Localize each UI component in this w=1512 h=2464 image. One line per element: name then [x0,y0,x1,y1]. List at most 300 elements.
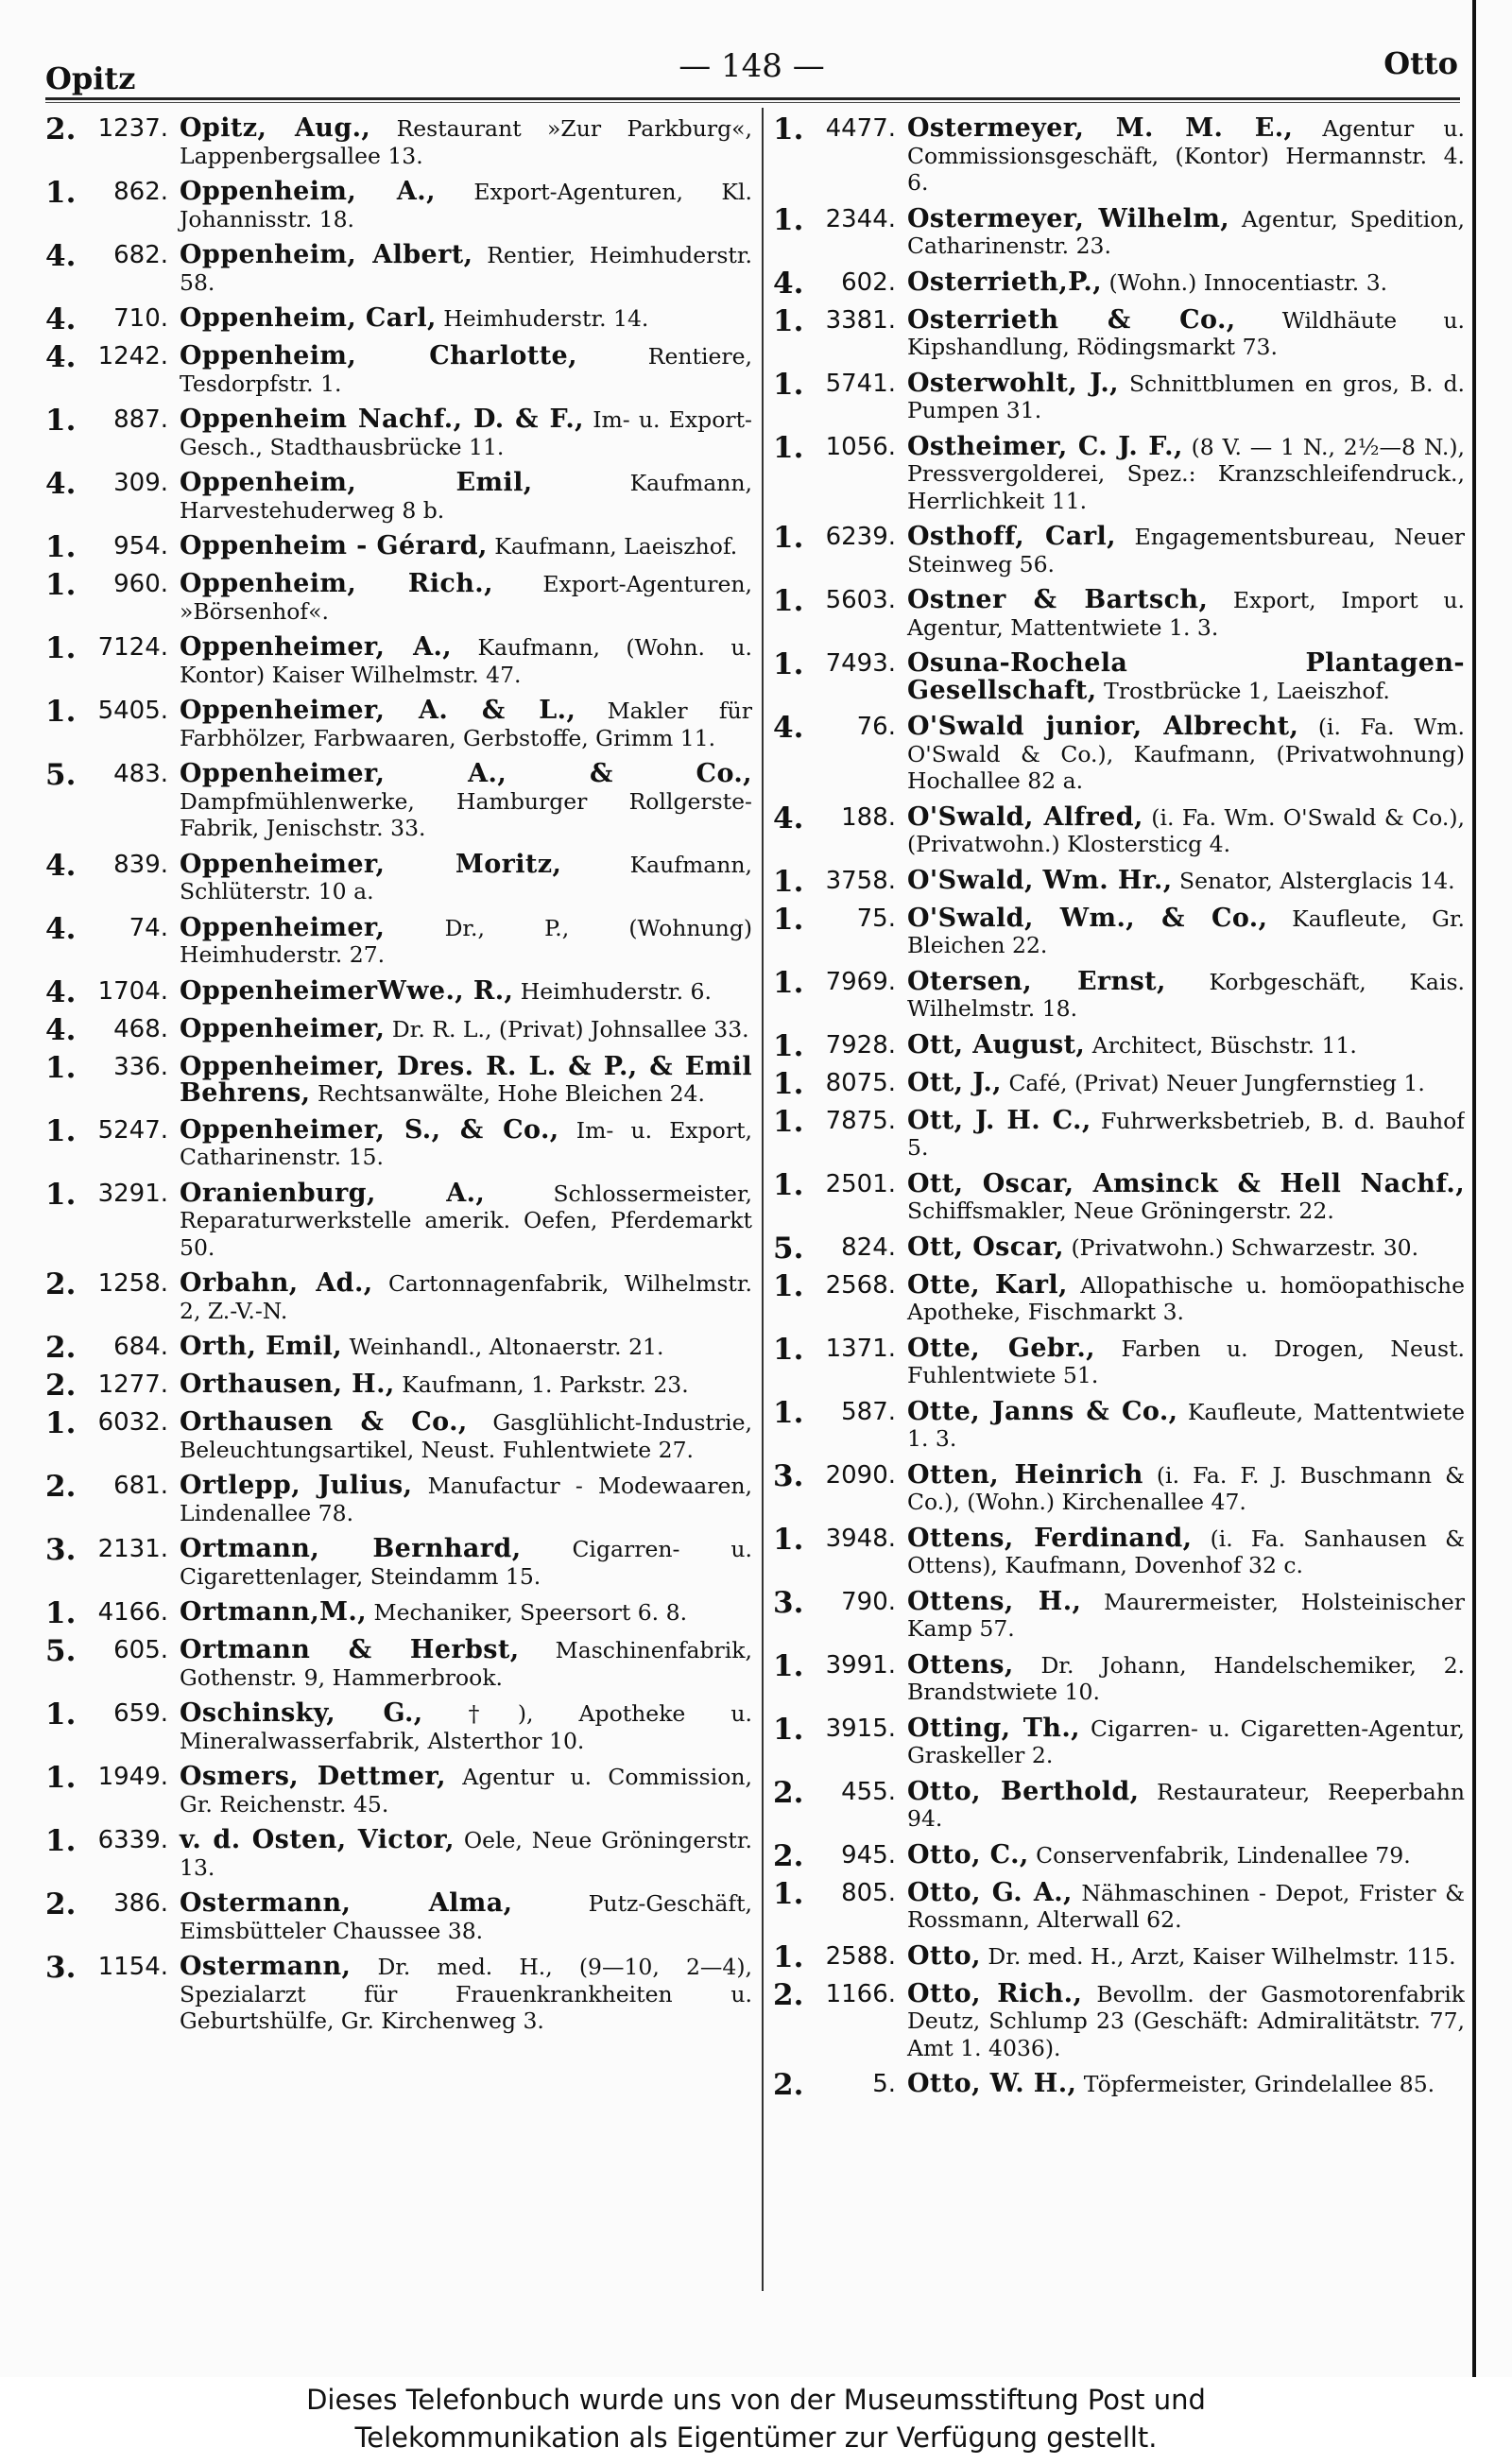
entry-text [180,1013,752,1043]
directory-entry [45,1331,752,1365]
subscriber-name: Orth, Emil, [180,1332,343,1361]
phone-number: 2344. [825,204,896,233]
phone-number: 3991. [825,1650,896,1680]
subscriber-details: Kaufleute, Gr. Bleichen 22. [907,905,1465,958]
phone-number: 824. [841,1232,896,1262]
subscriber-details: Rentiere, Tesdorpfstr. 1. [180,343,752,397]
directory-entry [45,848,752,905]
phone-number: 682. [113,241,168,269]
exchange-code: 4. [45,340,77,374]
subscriber-name: Ostheimer, C. J. F., [907,431,1183,461]
directory-entry [45,568,752,625]
entry-text [180,761,752,842]
entry-text [907,1877,1465,1934]
exchange-code: 1. [45,1050,77,1085]
phone-number: 483. [113,760,168,788]
entry-text [907,304,1465,361]
subscriber-name: Ostermann, [180,1952,352,1981]
entry-text [180,1764,752,1818]
phone-number: 3948. [825,1524,896,1553]
directory-entry [773,266,1465,301]
phone-number: 468. [113,1014,168,1043]
entry-text [907,714,1465,795]
directory-entry [773,1838,1465,1873]
subscriber-name: OppenheimerWwe., R., [180,975,514,1006]
subscriber-details: Kaufmann, Harvestehuderweg 8 b. [180,470,752,524]
exchange-code: 1. [773,1167,804,1202]
left-column [45,115,752,2289]
subscriber-name: O'Swald, Wm., & Co., [907,903,1268,933]
subscriber-details: Mechaniker, Speersort 6. 8. [373,1599,688,1626]
subscriber-details: Bevollm. der Gasmotorenfabrik Deutz, Schlump 23 (Geschäft: Admiralitätstr. 77, Amt 1. 4036). [907,1980,1465,2061]
exchange-code: 4. [45,974,77,1009]
subscriber-details: Dr., P., (Wohnung) Heimhuderstr. 27. [180,914,752,968]
exchange-code: 1. [773,1522,804,1557]
header-left-keyword: Opitz [45,60,136,96]
subscriber-name: Oppenheim - Gérard, [180,531,488,560]
subscriber-name: Oppenheim, Emil, [180,468,533,497]
directory-entry [45,1470,752,1526]
directory-entry [773,902,1465,959]
subscriber-name: O'Swald junior, Albrecht, [907,712,1299,741]
directory-entry [773,584,1465,641]
directory-entry [773,521,1465,577]
exchange-code: 2. [45,1267,77,1301]
exchange-code: 5. [45,1634,77,1668]
subscriber-name: Ottens, H., [907,1586,1082,1616]
subscriber-details: Dr. med. H., Arzt, Kaiser Wilhelmstr. 115. [988,1942,1456,1970]
subscriber-details: Farben u. Drogen, Neust. Fuhlentwiete 51. [907,1335,1465,1388]
directory-entry [45,758,752,842]
exchange-code: 4. [45,302,77,336]
subscriber-name: Ott, J., [907,1067,1002,1097]
subscriber-details: Maurermeister, Holsteinischer Kamp 57. [907,1588,1465,1642]
entry-text [907,524,1465,577]
subscriber-details: Kaufmann, Schlüterstr. 10 a. [180,851,752,905]
subscriber-name: Oppenheimer, [180,1013,386,1043]
right-column [773,115,1465,2289]
subscriber-details: Wildhäute u. Kipshandlung, Rödingsmarkt 73. [907,306,1465,360]
subscriber-name: Ostner & Bartsch, [907,585,1209,614]
exchange-code: 4. [45,911,77,946]
entry-text [907,1776,1465,1833]
exchange-code: 2. [773,2068,804,2102]
subscriber-name: Osterwohlt, J., [907,368,1119,398]
subscriber-details: Schiffsmakler, Neue Gröningerstr. 22. [907,1198,1334,1224]
exchange-code: 1. [773,584,804,618]
entry-text [907,1715,1465,1769]
subscriber-name: Oppenheimer, A., [180,632,453,662]
exchange-code: 1. [45,530,77,564]
entry-text [180,1890,752,1944]
phone-number: 1166. [825,1979,896,2008]
entry-text [180,343,752,397]
exchange-code: 2. [45,1369,77,1403]
exchange-code: 1. [45,631,77,665]
subscriber-name: Osmers, Dettmer, [180,1762,446,1791]
entry-text [907,1839,1465,1870]
page-edge [1472,0,1476,2377]
subscriber-details: Cigarren- u. Cigaretten-Agentur, Graskeller 2. [907,1714,1465,1768]
subscriber-name: Otersen, Ernst, [907,966,1166,996]
subscriber-name: Oppenheimer, S., & Co., [180,1114,559,1145]
directory-entry [45,1697,752,1754]
entry-text [180,1334,752,1361]
directory-entry [773,430,1465,515]
entry-text [180,849,752,905]
subscriber-details: Oele, Neue Gröningerstr. 13. [180,1827,752,1881]
phone-number: 710. [113,304,168,333]
directory-entry [773,2068,1465,2102]
phone-number: 3381. [825,305,896,335]
subscriber-name: Oschinsky, G., [180,1698,423,1728]
directory-entry [45,1634,752,1691]
entry-text [180,305,752,333]
directory-entry [773,1939,1465,1974]
entry-text [907,1396,1465,1453]
phone-number: 945. [841,1840,896,1870]
header-rule-thin [45,102,1460,103]
phone-number: 4477. [825,115,896,143]
entry-text [907,115,1465,197]
phone-number: 605. [113,1636,168,1664]
phone-number: 2131. [97,1535,168,1563]
exchange-code: 3. [773,1585,804,1620]
entry-text [907,587,1465,641]
subscriber-details: Conservenfabrik, Lindenallee 79. [1036,1841,1411,1869]
directory-entry [45,1012,752,1047]
directory-entry [45,406,752,460]
subscriber-name: Ostermeyer, Wilhelm, [907,203,1230,233]
subscriber-name: Ortmann,M., [180,1597,368,1627]
entry-text [180,1599,752,1627]
phone-number: 3291. [97,1179,168,1208]
directory-entry [773,864,1465,899]
exchange-code: 1. [45,1596,77,1630]
header-right-keyword: Otto [1383,45,1458,81]
subscriber-name: Orbahn, Ad., [180,1268,373,1298]
phone-number: 1277. [97,1370,168,1399]
directory-entry [773,711,1465,795]
phone-number: 2090. [825,1460,896,1490]
exchange-code: 2. [45,1331,77,1365]
footer-line-2: Telekommunikation als Eigentümer zur Verfügung gestellt. [354,2421,1158,2454]
exchange-code: 4. [45,467,77,501]
directory-entry [773,801,1465,858]
exchange-code: 1. [45,404,77,438]
entry-text [180,1536,752,1590]
exchange-code: 1. [773,1712,804,1747]
exchange-code: 1. [45,1406,77,1440]
directory-entry [773,115,1465,197]
phone-number: 1154. [97,1953,168,1981]
subscriber-name: Oppenheimer, Moritz, [180,849,562,879]
directory-entry [45,467,752,524]
directory-entry [773,1332,1465,1389]
subscriber-details: Export-Agenturen, Kl. Johannisstr. 18. [180,179,752,233]
exchange-code: 2. [773,1977,804,2012]
exchange-code: 4. [45,848,77,883]
subscriber-details: Im- u. Export, Catharinenstr. 15. [180,1116,752,1170]
phone-number: 587. [841,1397,896,1426]
entry-text [907,865,1465,895]
subscriber-name: Oranienburg, A., [180,1178,486,1208]
subscriber-details: Schnittblumen en gros, B. d. Pumpen 31. [907,370,1465,423]
phone-number: 76. [856,713,896,741]
exchange-code: 1. [45,568,77,602]
subscriber-details: Restaurateur, Reeperbahn 94. [907,1778,1465,1832]
subscriber-details: Café, (Privat) Neuer Jungfernstieg 1. [1008,1069,1425,1096]
footer-credit [0,2377,1512,2464]
exchange-code: 1. [773,1104,804,1139]
phone-number: 455. [841,1777,896,1806]
subscriber-name: Orthausen, H., [180,1370,395,1399]
entry-text [907,1525,1465,1579]
exchange-code: 3. [45,1951,77,1985]
subscriber-details: Rechtsanwälte, Hohe Bleichen 24. [317,1080,705,1107]
entry-text [907,966,1465,1023]
directory-entry [45,1951,752,2035]
phone-number: 1949. [97,1763,168,1791]
directory-entry [45,695,752,751]
subscriber-details: (i. Fa. Wm. O'Swald & Co.), Kaufmann, (Privatwohnung) Hochallee 82 a. [907,714,1465,794]
exchange-code: 1. [773,1395,804,1430]
subscriber-details: Engagementsbureau, Neuer Steinweg 56. [907,524,1465,577]
subscriber-name: Oppenheim Nachf., D. & F., [180,405,584,434]
phone-number: 681. [113,1472,168,1500]
exchange-code: 4. [773,801,804,836]
phone-number: 790. [841,1587,896,1616]
entry-text [907,269,1465,297]
phone-number: 3758. [825,866,896,895]
phone-number: 2501. [825,1169,896,1198]
directory-entry [773,367,1465,424]
entry-text [907,1459,1465,1516]
subscriber-details: Heimhuderstr. 14. [443,305,649,332]
exchange-code: 4. [45,1012,77,1047]
subscriber-name: Oppenheim, A., [180,177,436,206]
directory-entry [45,1887,752,1944]
subscriber-details: Architect, Büschstr. 11. [1091,1031,1357,1059]
subscriber-details: Dr. med. H., (9—10, 2—4), Spezialarzt für Frauenkrankheiten u. Geburtshülfe, Gr. Kirchenweg 3. [180,1954,752,2034]
phone-number: 2568. [825,1270,896,1300]
exchange-code: 1. [773,430,804,465]
directory-entry [773,202,1465,260]
entry-text [907,1940,1465,1971]
directory-entry [773,1104,1465,1162]
page-header [45,42,1458,95]
phone-number: 6339. [97,1826,168,1854]
subscriber-details: Manufactur - Modewaaren, Lindenallee 78. [180,1473,752,1526]
phone-number: 4166. [97,1598,168,1627]
subscriber-details: Dampfmühlenwerke, Hamburger Rollgerste-Fabrik, Jenischstr. 33. [180,787,752,841]
subscriber-details: Korbgeschäft, Kais. Wilhelmstr. 18. [907,968,1465,1022]
entry-text [180,1371,752,1399]
subscriber-name: Ott, August, [907,1029,1086,1060]
subscriber-details: Rentier, Heimhuderstr. 58. [180,242,752,296]
exchange-code: 1. [45,1177,77,1212]
directory-entry [45,1596,752,1630]
entry-text [180,115,752,169]
phone-number: 1237. [97,115,168,143]
entry-text [180,406,752,460]
subscriber-details: Cartonnagenfabrik, Wilhelmstr. 2, Z.-V.-N. [180,1270,752,1324]
directory-entry [45,1177,752,1262]
directory-entry [45,974,752,1009]
subscriber-name: Ortlepp, Julius, [180,1471,413,1500]
entry-text [180,1409,752,1463]
directory-entry [773,1522,1465,1579]
exchange-code: 4. [45,239,77,273]
subscriber-details: Kaufmann, Laeiszhof. [494,533,738,560]
exchange-code: 1. [773,115,804,146]
subscriber-details: †), Apotheke u. Mineralwasserfabrik, Alsterthor 10. [180,1700,752,1754]
subscriber-details: Weinhandl., Altonaerstr. 21. [349,1334,664,1360]
header-rule [45,97,1460,100]
subscriber-details: Restaurant »Zur Parkburg«, Lappenbergsallee 13. [180,115,752,169]
directory-entry [773,1028,1465,1063]
directory-entry [773,303,1465,361]
directory-entry [45,1824,752,1881]
subscriber-details: Trostbrücke 1, Laeiszhof. [1104,677,1390,704]
directory-entry [773,1648,1465,1706]
exchange-code: 1. [773,1268,804,1303]
entry-text [180,1827,752,1881]
entry-text [180,571,752,625]
phone-number: 5. [872,2070,896,2098]
subscriber-details: Kaufmann, (Wohn. u. Kontor) Kaiser Wilhelmstr. 47. [180,634,752,688]
entry-text [180,242,752,296]
subscriber-name: Ortmann & Herbst, [180,1635,520,1664]
phone-number: 7969. [825,967,896,996]
exchange-code: 1. [773,202,804,237]
entry-text [180,1637,752,1691]
directory-entry [773,1167,1465,1225]
phone-number: 7493. [825,649,896,678]
phone-number: 1371. [825,1334,896,1363]
phone-number: 7928. [825,1030,896,1060]
entry-text [180,1270,752,1324]
subscriber-name: Ostermann, Alma, [180,1888,513,1918]
entry-text [180,1473,752,1526]
entry-text [180,470,752,524]
subscriber-name: Ottens, Ferdinand, [907,1523,1193,1553]
entry-text [180,1180,752,1262]
subscriber-name: O'Swald, Wm. Hr., [907,865,1173,895]
subscriber-name: Oppenheimer, [180,912,386,942]
subscriber-details: (i. Fa. Sanhausen & Ottens), Kaufmann, Dovenhof 32 c. [907,1525,1465,1578]
directory-entry [45,1267,752,1324]
directory-entry [773,1712,1465,1769]
subscriber-name: Osterrieth,P., [907,267,1102,297]
subscriber-name: Oppenheimer, A. & L., [180,696,576,725]
subscriber-name: Otto, G. A., [907,1877,1073,1907]
subscriber-details: Dr. R. L., (Privat) Johnsallee 33. [391,1015,749,1042]
directory-entry [773,1066,1465,1101]
subscriber-name: Otten, Heinrich [907,1459,1143,1490]
entry-text [907,1105,1465,1162]
entry-text [180,533,752,560]
directory-entry [45,530,752,564]
exchange-code: 3. [773,1458,804,1493]
phone-number: 960. [113,570,168,598]
phone-number: 7124. [97,633,168,662]
phone-number: 1242. [97,342,168,370]
subscriber-name: Osuna-Rochela Plantagen-Gesellschaft, [907,648,1465,705]
directory-entry [773,1977,1465,2062]
entry-text [907,1978,1465,2062]
subscriber-name: Oppenheim, Albert, [180,240,473,269]
directory-entry [45,239,752,296]
entry-text [907,1234,1465,1262]
subscriber-details: Töpfermeister, Grindelallee 85. [1083,2071,1435,2097]
subscriber-name: Oppenheimer, Dres. R. L. & P., & Emil Behrens, [180,1051,752,1108]
subscriber-details: Heimhuderstr. 6. [520,977,712,1005]
entry-text [907,1335,1465,1389]
subscriber-name: v. d. Osten, Victor, [180,1825,455,1854]
phone-number: 839. [113,850,168,879]
directory-entry [45,1369,752,1403]
subscriber-name: Otte, Janns & Co., [907,1396,1178,1426]
exchange-code: 1. [773,864,804,899]
exchange-code: 1. [773,303,804,338]
directory-entry [45,1533,752,1590]
entry-text [180,975,752,1006]
entry-text [180,698,752,751]
entry-text [180,1954,752,2035]
phone-number: 7875. [825,1106,896,1135]
subscriber-details: Agentur u. Commissionsgeschäft, (Kontor) Hermannstr. 4. 6. [907,115,1465,196]
phone-number: 8075. [825,1068,896,1097]
directory-entry [773,1876,1465,1934]
entry-text [907,905,1465,959]
phone-number: 6239. [825,523,896,551]
exchange-code: 2. [45,1887,77,1921]
phone-number: 188. [841,802,896,832]
exchange-code: 1. [773,1939,804,1974]
subscriber-name: Otte, Karl, [907,1269,1068,1300]
subscriber-name: Oppenheim, Rich., [180,569,493,598]
phone-number: 75. [856,904,896,933]
exchange-code: 1. [773,1648,804,1683]
exchange-code: 1. [773,647,804,681]
subscriber-details: Nähmaschinen - Depot, Frister & Rossmann, Alterwall 62. [907,1879,1465,1933]
phone-number: 1704. [97,976,168,1006]
subscriber-name: O'Swald, Alfred, [907,801,1143,832]
subscriber-details: (Wohn.) Innocentiastr. 3. [1108,268,1388,296]
subscriber-details: (i. Fa. Wm. O'Swald & Co.), (Privatwohn.) Klostersticg 4. [907,803,1465,857]
subscriber-details: Makler für Farbhölzer, Farbwaaren, Gerbstoffe, Grimm 11. [180,698,752,751]
subscriber-details: Dr. Johann, Handelschemiker, 2. Brandstwiete 10. [907,1651,1465,1705]
subscriber-name: Ott, J. H. C., [907,1105,1091,1135]
directory-entry [773,1458,1465,1516]
exchange-code: 1. [45,1113,77,1148]
phone-number: 805. [841,1878,896,1907]
entry-text [180,912,752,969]
subscriber-details: Putz-Geschäft, Eimsbütteler Chaussee 38. [180,1890,752,1944]
entry-text [180,179,752,233]
entry-text [180,1700,752,1754]
subscriber-details: (i. Fa. F. J. Buschmann & Co.), (Wohn.) Kirchenallee 47. [907,1461,1465,1515]
phone-number: 309. [113,469,168,497]
directory-entry [45,176,752,233]
phone-number: 6032. [97,1408,168,1437]
subscriber-name: Ortmann, Bernhard, [180,1534,522,1563]
page-number: — 148 — [679,47,825,85]
directory-entry [45,1113,752,1171]
subscriber-details: Kaufmann, 1. Parkstr. 23. [402,1371,689,1398]
subscriber-name: Ottens, [907,1649,1014,1680]
